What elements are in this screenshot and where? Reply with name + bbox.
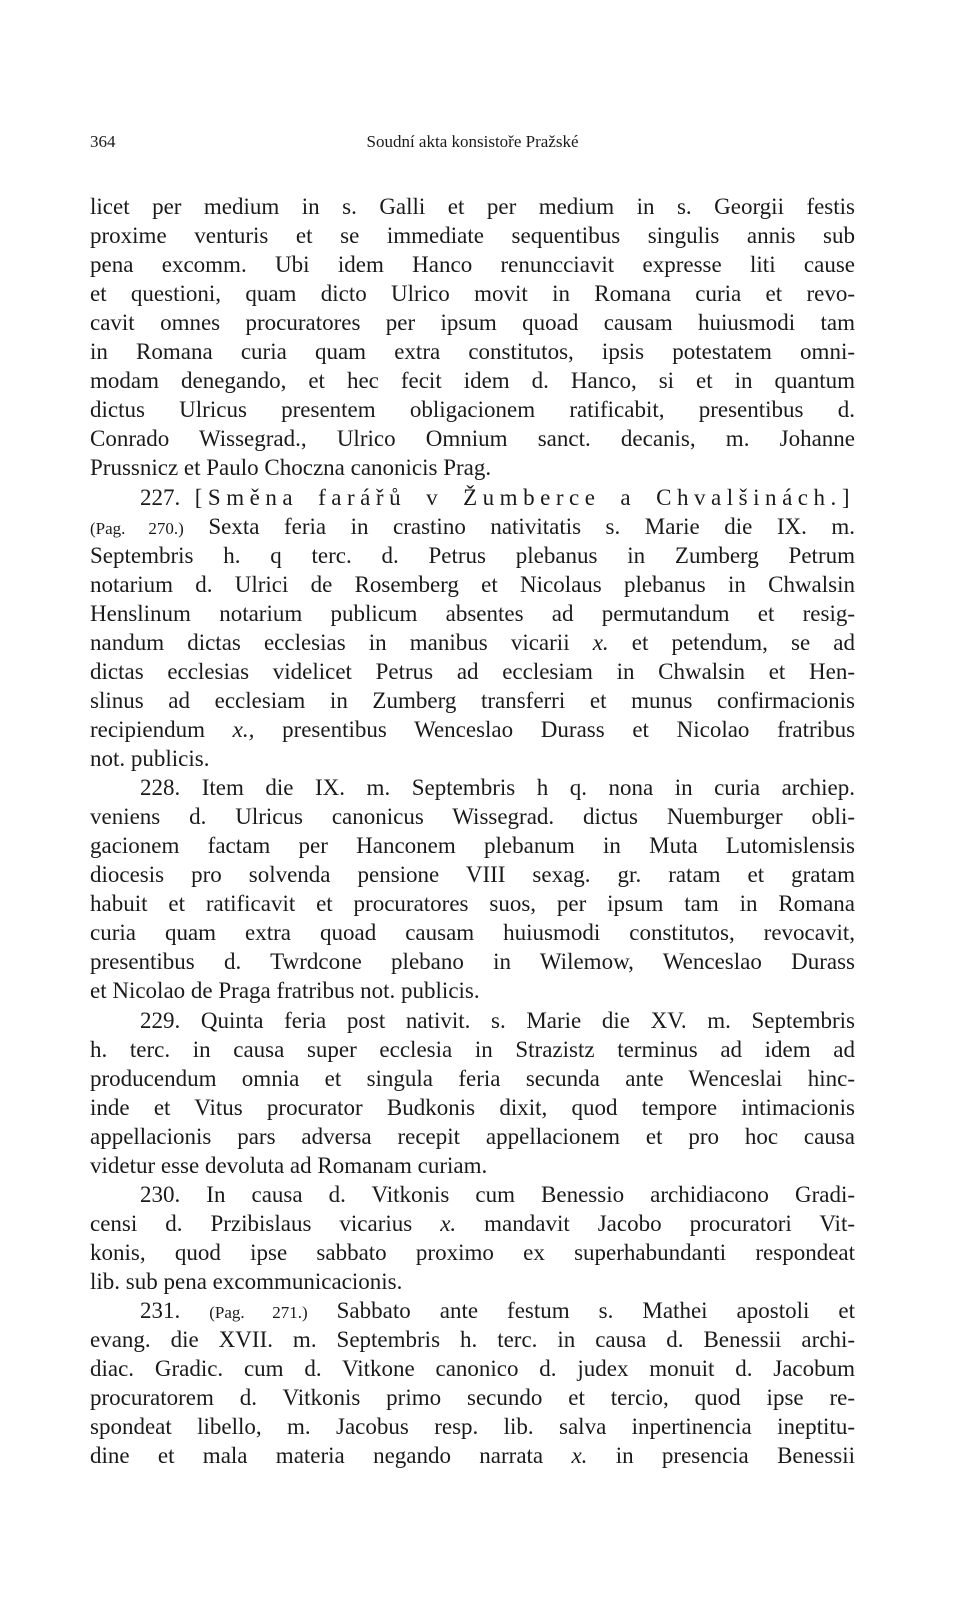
entry-title: [Směna farářů v Žumberce a Chvalšinách.] (194, 485, 856, 510)
text-line: not. publicis. (90, 746, 210, 771)
line-text: mandavit Jacobo procuratori Vit- (484, 1211, 855, 1236)
text-line: curia quam extra quoad causam huiusmodi constitutos, revocavit, (90, 920, 855, 945)
text-line: licet per medium in s. Galli et per medium in s. Georgii festis (90, 194, 855, 219)
text-line: dictus Ulricus presentem obligacionem ratificabit, presentibus d. (90, 397, 855, 422)
text-line: h. terc. in causa super ecclesia in Strazistz terminus ad idem ad (90, 1037, 855, 1062)
text-line: et questioni, quam dicto Ulrico movit in Romana curia et revo- (90, 281, 855, 306)
line-text: in presencia Benessii (615, 1443, 856, 1468)
text-line: et Nicolao de Praga fratribus not. publicis. (90, 978, 480, 1003)
line-text: Sexta feria in crastino nativitatis s. Marie die IX. m. (208, 514, 855, 539)
text-line: in Romana curia quam extra constitutos, ipsis potestatem omni- (90, 339, 855, 364)
text-line: diac. Gradic. cum d. Vitkone canonico d. judex monuit d. Jacobum (90, 1356, 855, 1381)
text-line: habuit et ratificavit et procuratores suos, per ipsum tam in Romana (90, 891, 855, 916)
text-line (90, 1210, 855, 1237)
text-line: gacionem factam per Hanconem plebanum in Muta Lutomislensis (90, 833, 855, 858)
text-line (90, 513, 855, 540)
entry-231-first-line (140, 1297, 855, 1324)
line-text: presentibus Wenceslao Durass et Nicolao fratribus (282, 717, 856, 742)
entry-228-first-line: 228. Item die IX. m. Septembris h q. nona in curia archiep. (140, 775, 855, 800)
line-text: nandum dictas ecclesias in manibus vicarii (90, 630, 570, 655)
entry-number: 231. (140, 1298, 181, 1323)
text-line: notarium d. Ulrici de Rosemberg et Nicolaus plebanus in Chwalsin (90, 572, 855, 597)
text-line: modam denegando, et hec fecit idem d. Hanco, si et in quantum (90, 368, 855, 393)
running-head (90, 132, 855, 158)
abbreviation-mark: x. (592, 630, 609, 655)
line-text: censi d. Przibislaus vicarius (90, 1211, 413, 1236)
text-line: konis, quod ipse sabbato proximo ex superhabundanti respondeat (90, 1240, 855, 1265)
abbreviation-mark: x. (440, 1211, 457, 1236)
text-line: inde et Vitus procurator Budkonis dixit, quod tempore intimacionis (90, 1095, 855, 1120)
text-line: diocesis pro solvenda pensione VIII sexag. gr. ratam et gratam (90, 862, 855, 887)
text-line: veniens d. Ulricus canonicus Wissegrad. dictus Nuemburger obli- (90, 804, 855, 829)
text-line: producendum omnia et singula feria secunda ante Wenceslai hinc- (90, 1066, 855, 1091)
text-line: procuratorem d. Vitkonis primo secundo et tercio, quod ipse re- (90, 1385, 855, 1410)
text-line: cavit omnes procuratores per ipsum quoad causam huiusmodi tam (90, 310, 855, 335)
entry-229-first-line: 229. Quinta feria post nativit. s. Marie die XV. m. Septembris (140, 1008, 855, 1033)
text-line: pena excomm. Ubi idem Hanco renuncciavit expresse liti cause (90, 252, 855, 277)
text-line: videtur esse devoluta ad Romanam curiam. (90, 1153, 488, 1178)
text-line: presentibus d. Twrdcone plebano in Wilemow, Wenceslao Durass (90, 949, 855, 974)
entry-number: 227. (140, 485, 181, 510)
text-line: Prussnicz et Paulo Choczna canonicis Prag. (90, 455, 492, 480)
text-line: spondeat libello, m. Jacobus resp. lib. salva inpertinencia ineptitu- (90, 1414, 855, 1439)
page-number: 364 (90, 132, 116, 151)
text-line: Conrado Wissegrad., Ulrico Omnium sanct. decanis, m. Johanne (90, 426, 855, 451)
page-reference: (Pag. 270.) (90, 519, 184, 538)
text-line (90, 716, 855, 743)
abbreviation-mark: x. (571, 1443, 588, 1468)
abbreviation-mark: x., (232, 717, 255, 742)
text-line: lib. sub pena excommunicacionis. (90, 1269, 403, 1294)
text-line: evang. die XVII. m. Septembris h. terc. in causa d. Benessii archi- (90, 1327, 855, 1352)
page-reference: (Pag. 271.) (209, 1303, 308, 1322)
text-line: proxime venturis et se immediate sequentibus singulis annis sub (90, 223, 855, 248)
entry-230-first-line: 230. In causa d. Vitkonis cum Benessio archidiacono Gradi- (140, 1182, 855, 1207)
running-title: Soudní akta konsistoře Pražské (366, 132, 579, 151)
text-line: appellacionis pars adversa recepit appellacionem et pro hoc causa (90, 1124, 855, 1149)
text-line (90, 1442, 855, 1469)
entry-227-heading (140, 484, 855, 511)
text-line: dictas ecclesias videlicet Petrus ad ecclesiam in Chwalsin et Hen- (90, 659, 855, 684)
line-text: et petendum, se ad (631, 630, 855, 655)
line-text: dine et mala materia negando narrata (90, 1443, 544, 1468)
line-text: recipiendum (90, 717, 205, 742)
line-text: Sabbato ante festum s. Mathei apostoli et (336, 1298, 855, 1323)
text-line: Henslinum notarium publicum absentes ad permutandum et resig- (90, 601, 855, 626)
text-line: slinus ad ecclesiam in Zumberg transferri et munus confirmacionis (90, 688, 855, 713)
text-line: Septembris h. q terc. d. Petrus plebanus in Zumberg Petrum (90, 543, 855, 568)
text-line (90, 629, 855, 656)
